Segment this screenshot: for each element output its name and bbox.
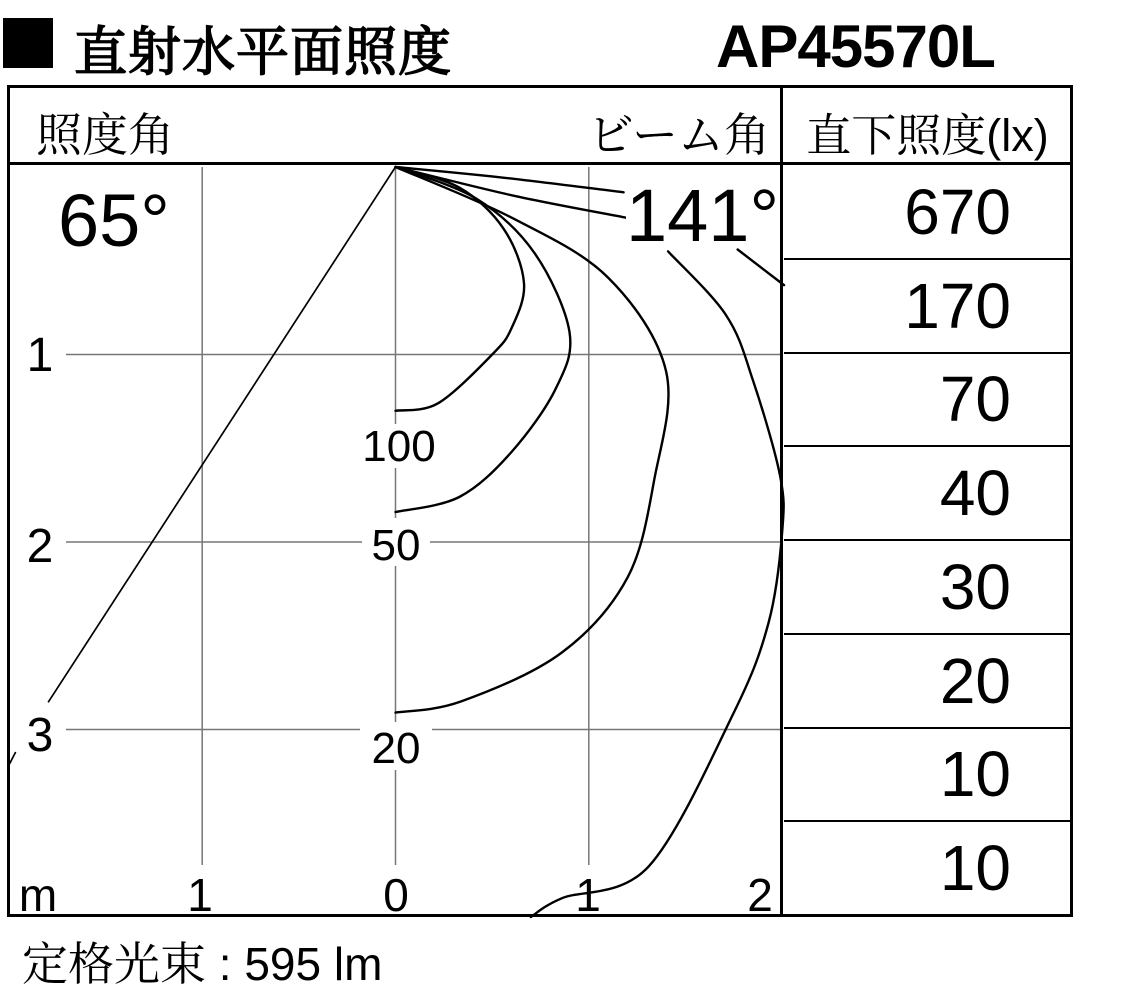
illuminance-table bbox=[784, 166, 1071, 914]
x-axis-tick-label: 2 bbox=[747, 869, 773, 921]
angle-label: 141° bbox=[626, 174, 780, 257]
header-beam-angle: ビーム角 bbox=[587, 109, 770, 161]
y-axis-tick-label: 2 bbox=[26, 520, 54, 573]
header-illuminance-angle: 照度角 bbox=[36, 109, 174, 161]
luminous-flux-separator: : bbox=[206, 938, 245, 990]
luminous-flux-value: 595 lm bbox=[244, 938, 383, 990]
isolux-curve-label: 100 bbox=[362, 422, 436, 471]
x-axis-tick-label: m bbox=[18, 869, 58, 921]
page-title: 直射水平面照度 bbox=[74, 23, 452, 82]
x-axis-tick-label: 0 bbox=[383, 869, 409, 921]
table-row bbox=[784, 635, 1071, 729]
illuminance-value: 20 bbox=[939, 644, 1011, 717]
table-row bbox=[784, 260, 1071, 354]
illuminance-value: 10 bbox=[939, 832, 1011, 905]
column-divider bbox=[780, 85, 783, 917]
table-row bbox=[784, 354, 1071, 448]
y-axis-tick-label: 1 bbox=[26, 329, 54, 382]
table-row bbox=[784, 447, 1071, 541]
x-axis-tick-label: 1 bbox=[187, 869, 213, 921]
isolux-curve-label: 50 bbox=[371, 521, 421, 570]
x-axis-tick-label: 1 bbox=[575, 869, 601, 921]
table-row bbox=[784, 166, 1071, 260]
illuminance-value: 10 bbox=[939, 738, 1011, 811]
product-code: AP45570L bbox=[716, 13, 995, 80]
table-row bbox=[784, 822, 1071, 914]
illuminance-value: 30 bbox=[939, 550, 1011, 623]
table-row bbox=[784, 541, 1071, 635]
illuminance-value: 40 bbox=[939, 457, 1011, 530]
header-direct-illuminance: 直下照度(lx) bbox=[806, 110, 1049, 161]
luminous-flux-label: 定格光束 bbox=[22, 938, 206, 990]
isolux-curve-label: 20 bbox=[371, 724, 421, 773]
illuminance-value: 70 bbox=[939, 363, 1011, 436]
illuminance-value: 170 bbox=[904, 269, 1011, 342]
footer-luminous-flux bbox=[22, 928, 382, 994]
illuminance-value: 670 bbox=[904, 175, 1011, 248]
y-axis-tick-label: 3 bbox=[26, 709, 54, 762]
table-row bbox=[784, 729, 1071, 823]
angle-label: 65° bbox=[58, 179, 170, 262]
